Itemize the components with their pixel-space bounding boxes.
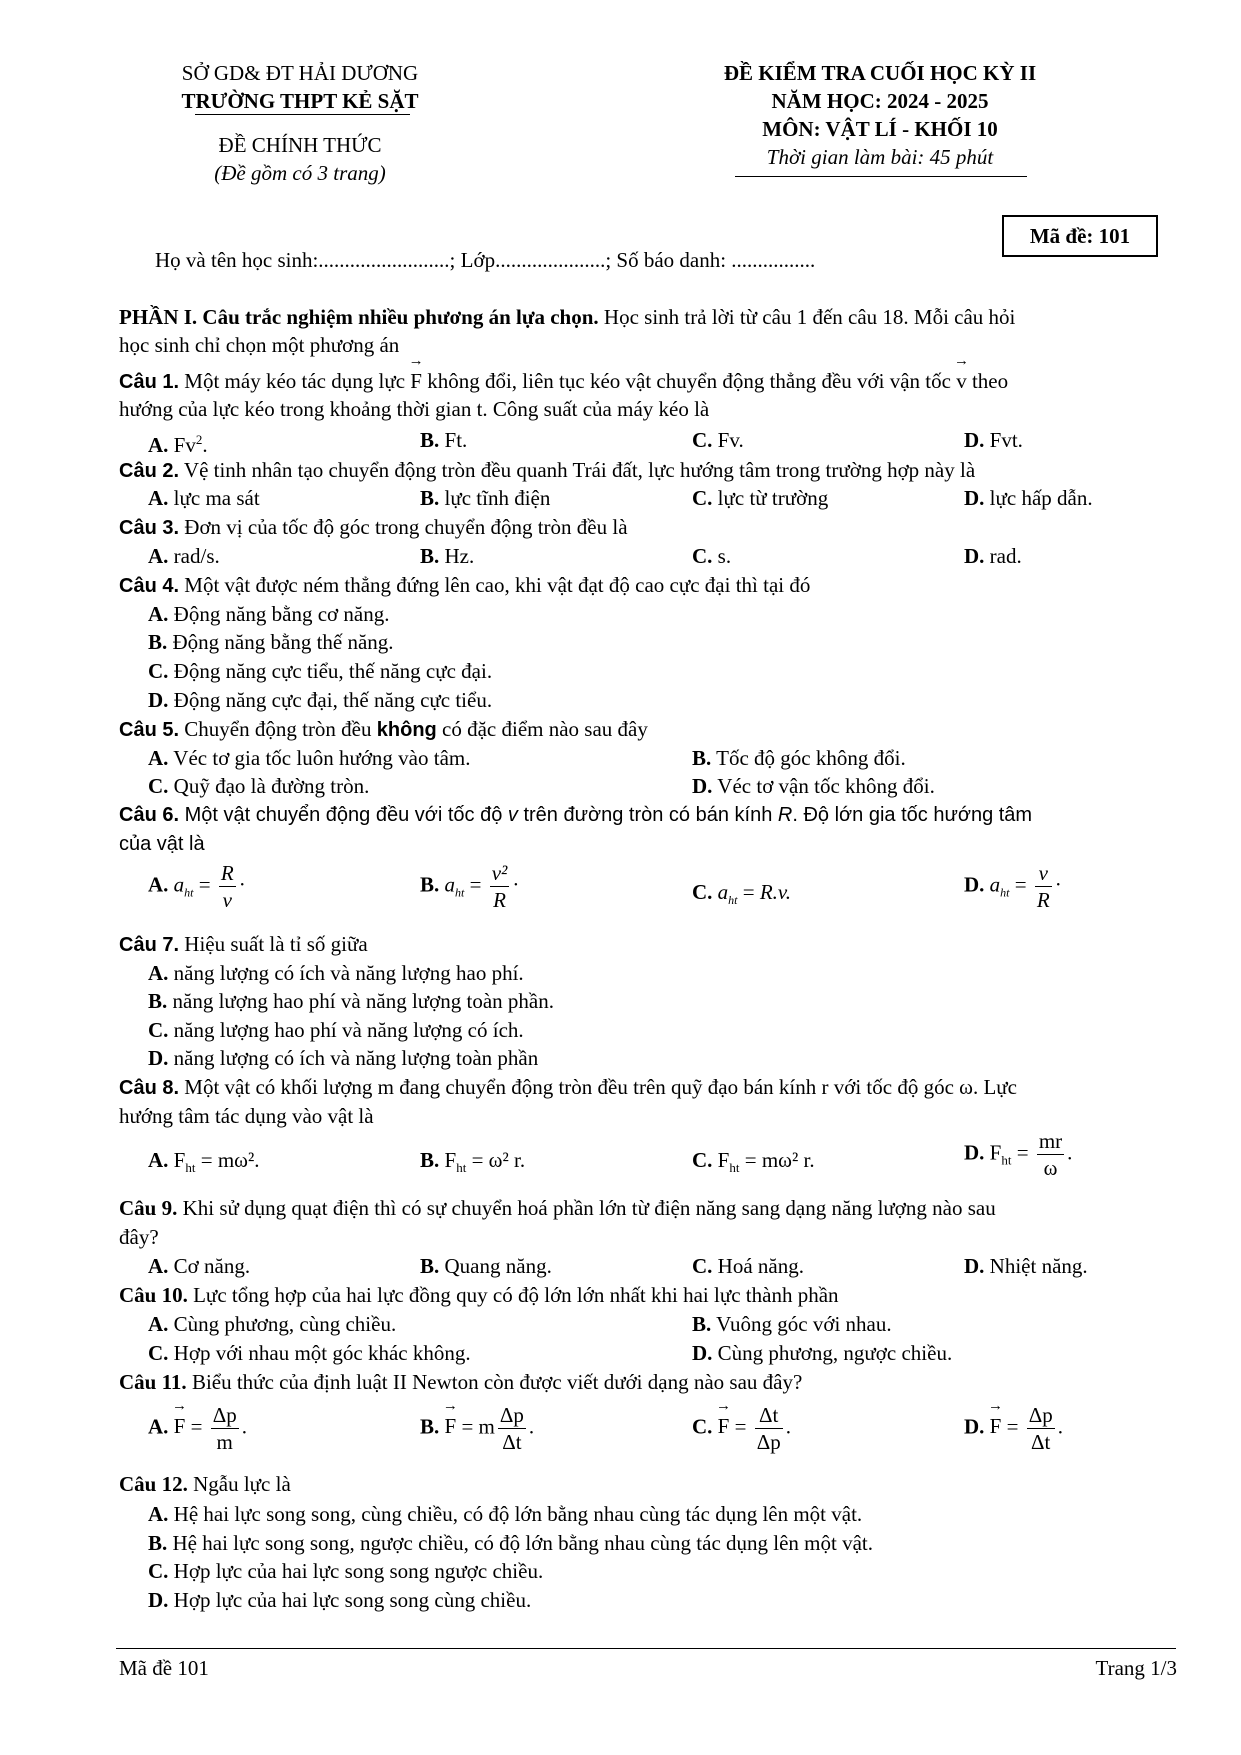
option-label: A. — [148, 872, 169, 897]
velocity-vector: → v — [956, 369, 967, 393]
option-label: A. — [148, 1312, 169, 1336]
option-label: A. — [148, 1414, 169, 1439]
option-d[interactable] — [148, 688, 492, 712]
option-text: Ft. — [444, 428, 468, 452]
option-c[interactable] — [148, 774, 369, 798]
question-label: Câu 7. — [119, 934, 180, 956]
school-year: NĂM HỌC: 2024 - 2025 — [771, 89, 989, 113]
question-label: Câu 2. — [119, 460, 180, 482]
option-a[interactable] — [148, 486, 260, 510]
formula-subscript: ht — [1000, 885, 1010, 900]
mass: m — [478, 1414, 495, 1439]
formula-rhs: mω². — [217, 1148, 260, 1172]
option-label: A. — [148, 486, 169, 510]
option-label: C. — [692, 1148, 713, 1172]
footer-rule — [116, 1648, 1176, 1649]
option-text: năng lượng hao phí và năng lượng toàn phần. — [172, 989, 555, 1013]
option-a[interactable]: A. $F_{ht} = m\omega^2$. — [148, 1148, 260, 1176]
question-label: Câu 5. — [119, 719, 180, 741]
fraction: $\frac{v}{R}$ — [1036, 861, 1050, 912]
option-label: B. — [420, 872, 440, 897]
option-text: Động năng bằng cơ năng. — [173, 602, 390, 626]
question-8-line2: hướng tâm tác dụng vào vật là — [119, 1104, 374, 1128]
option-text: Véc tơ vận tốc không đổi. — [717, 774, 935, 798]
option-d[interactable]: D. → F = $\frac{\Delta p}{\Delta t}$ . — [964, 1402, 1063, 1455]
option-text: lực từ trường — [717, 486, 829, 510]
option-label: D. — [148, 688, 169, 712]
option-label: B. — [148, 1531, 168, 1555]
option-text: Động năng cực đại, thế năng cực tiểu. — [173, 688, 493, 712]
question-label: Câu 10. — [119, 1283, 188, 1307]
question-text: Hiệu suất là tỉ số giữa — [179, 932, 368, 956]
option-d[interactable] — [148, 1588, 531, 1612]
option-label: D. — [964, 544, 985, 568]
part1-desc: Học sinh trả lời từ câu 1 đến câu 18. Mỗi câu hỏi — [598, 305, 1016, 329]
option-text: Quỹ đạo là đường tròn. — [173, 774, 370, 798]
question-label: Câu 12. — [119, 1472, 188, 1496]
option-label: B. — [420, 1148, 440, 1172]
question-text: . Độ lớn gia tốc hướng tâm — [792, 804, 1033, 826]
option-text: Vuông góc với nhau. — [716, 1312, 892, 1336]
option-label: C. — [148, 1341, 169, 1365]
option-label: A. — [148, 746, 169, 770]
option-text: Quang năng. — [444, 1254, 552, 1278]
question-9 — [119, 1196, 996, 1220]
option-d[interactable] — [148, 1046, 538, 1070]
option-text: rad/s. — [173, 544, 220, 568]
option-d[interactable] — [964, 428, 1023, 452]
exam-title: ĐỀ KIỂM TRA CUỐI HỌC KỲ II — [723, 61, 1037, 85]
option-d[interactable]: D. $a_{ht}$ = $\frac{v}{R}$ · — [964, 861, 1062, 912]
option-label: A. — [148, 961, 169, 985]
option-text: Cơ năng. — [173, 1254, 251, 1278]
option-label: D. — [148, 1046, 169, 1070]
option-text: Động năng cực tiểu, thế năng cực đại. — [173, 659, 493, 683]
formula-lhs: a — [989, 872, 1001, 897]
option-c[interactable] — [148, 659, 492, 683]
option-a[interactable] — [148, 428, 208, 457]
question-text: Khi sử dụng quạt điện thì có sự chuyển hoá phần lớn từ điện năng sang dạng năng lượng nào sau — [177, 1196, 996, 1220]
formula-lhs: a — [444, 872, 456, 897]
option-d[interactable] — [692, 774, 935, 798]
option-c[interactable] — [148, 1341, 471, 1365]
question-label: Câu 4. — [119, 575, 180, 597]
option-text: năng lượng hao phí và năng lượng có ích. — [173, 1018, 524, 1042]
option-label: C. — [692, 880, 713, 904]
option-label: D. — [964, 1414, 985, 1439]
option-text: Hệ hai lực song song, ngược chiều, có độ lớn bằng nhau cùng tác dụng lên một vật. — [172, 1531, 874, 1555]
formula-lhs: F — [444, 1148, 457, 1172]
formula-lhs: F — [173, 1148, 186, 1172]
option-text: Cùng phương, cùng chiều. — [173, 1312, 397, 1336]
option-d[interactable] — [964, 544, 1022, 568]
option-a[interactable] — [148, 602, 389, 626]
formula-subscript: ht — [1001, 1152, 1012, 1168]
option-text: rad. — [989, 544, 1022, 568]
question-2 — [119, 458, 975, 483]
question-text: trên đường tròn có bán kính — [517, 804, 778, 826]
force-vector: → F — [445, 1414, 457, 1438]
fraction: $\frac{\Delta p}{m}$ — [212, 1403, 237, 1454]
question-12 — [119, 1472, 291, 1496]
option-label: A. — [148, 602, 169, 626]
question-text: theo — [966, 369, 1009, 393]
option-text: Động năng bằng thế năng. — [172, 630, 394, 654]
option-label: A. — [148, 1254, 169, 1278]
question-1 — [119, 369, 1008, 394]
option-b[interactable] — [148, 630, 394, 654]
option-b[interactable] — [692, 746, 906, 770]
force-vector: → F — [174, 1414, 186, 1438]
option-label: B. — [420, 428, 440, 452]
option-label: A. — [148, 1502, 169, 1526]
formula-rhs: ω² r. — [488, 1148, 526, 1172]
fraction: $\frac{mr}{\omega}$ — [1038, 1129, 1063, 1180]
option-b[interactable] — [420, 544, 474, 568]
question-9-line2: đây? — [119, 1225, 159, 1249]
question-text: Một vật có khối lượng m đang chuyển động tròn đều trên quỹ đạo bán kính r với tốc độ góc ω. Lực — [179, 1075, 1018, 1099]
option-text: Hệ hai lực song song, cùng chiều, có độ lớn bằng nhau cùng tác dụng lên một vật. — [173, 1502, 863, 1526]
page-count-note: (Đề gồm có 3 trang) — [214, 161, 386, 185]
option-b[interactable]: B. $F_{ht} = \omega^2$ r. — [420, 1148, 526, 1176]
option-c[interactable] — [148, 1018, 524, 1042]
emphasis: không — [376, 719, 437, 741]
formula-subscript: ht — [728, 893, 738, 908]
question-label: Câu 1. — [119, 371, 180, 393]
option-b[interactable] — [148, 989, 554, 1013]
option-label: B. — [148, 989, 168, 1013]
part1-desc-line2: học sinh chỉ chọn một phương án — [119, 333, 400, 357]
option-label: A. — [148, 544, 169, 568]
option-text: Fvt. — [989, 428, 1023, 452]
part1-heading — [119, 305, 1015, 329]
option-text: Hz. — [444, 544, 475, 568]
option-b[interactable] — [420, 486, 550, 510]
variable: v — [507, 804, 518, 826]
option-c[interactable]: C. $F_{ht} = m\omega^2$ r. — [692, 1148, 815, 1176]
option-label: C. — [692, 428, 713, 452]
student-info-line: Họ và tên học sinh:.........................; Lớp.....................; Số báo danh: ................ — [155, 248, 816, 272]
question-label: Câu 6. — [119, 804, 180, 826]
option-text: s. — [717, 544, 732, 568]
option-c[interactable] — [692, 428, 744, 452]
option-b[interactable]: B. $a_{ht}$ = $\frac{\text{v²}}{R}$ · — [420, 861, 520, 912]
option-label: C. — [148, 1559, 169, 1583]
option-text: . — [202, 433, 208, 457]
option-text: Véc tơ gia tốc luôn hướng vào tâm. — [173, 746, 471, 770]
option-label: C. — [692, 1414, 713, 1439]
option-b[interactable] — [692, 1312, 892, 1336]
formula-subscript: ht — [184, 885, 194, 900]
option-text: năng lượng có ích và năng lượng toàn phần — [173, 1046, 539, 1070]
question-label: Câu 8. — [119, 1077, 180, 1099]
option-label: D. — [148, 1588, 169, 1612]
option-label: A. — [148, 433, 169, 457]
question-11 — [119, 1370, 802, 1394]
question-text: Một vật chuyển động đều với tốc độ — [179, 804, 508, 826]
option-label: B. — [148, 630, 168, 654]
option-text: Fv. — [717, 428, 744, 452]
formula-subscript: ht — [729, 1160, 740, 1176]
option-label: D. — [692, 1341, 713, 1365]
option-text: lực hấp dẫn. — [989, 486, 1093, 510]
option-b[interactable] — [420, 428, 467, 452]
option-c[interactable]: C. $a_{ht} = R.v$. — [692, 880, 791, 908]
option-label: B. — [420, 1414, 440, 1439]
question-text: Biểu thức của định luật II Newton còn được viết dưới dạng nào sau đây? — [186, 1370, 803, 1394]
option-label: D. — [964, 872, 985, 897]
exponent: 2 — [195, 432, 203, 447]
option-text: Hoá năng. — [717, 1254, 804, 1278]
part1-title: PHẦN I. Câu trắc nghiệm nhiều phương án lựa chọn. — [119, 305, 599, 329]
option-a[interactable] — [148, 1312, 396, 1336]
option-b[interactable] — [148, 1531, 873, 1555]
question-text: Lực tổng hợp của hai lực đồng quy có độ lớn lớn nhất khi hai lực thành phần — [187, 1283, 839, 1307]
option-text: lực tĩnh điện — [444, 486, 551, 510]
formula-rhs: R.v. — [759, 880, 791, 904]
page-number: Trang 1/3 — [1095, 1656, 1177, 1680]
fraction: $\frac{R}{v}$ — [220, 861, 234, 912]
formula-rhs: mω² r. — [761, 1148, 815, 1172]
question-6 — [119, 803, 1032, 827]
option-text: Cùng phương, ngược chiều. — [717, 1341, 953, 1365]
option-label: B. — [692, 746, 712, 770]
option-text: Tốc độ góc không đổi. — [716, 746, 906, 770]
force-vector: → F — [410, 369, 422, 393]
time-limit: Thời gian làm bài: 45 phút — [766, 145, 994, 169]
formula-lhs: a — [173, 872, 185, 897]
option-label: B. — [420, 486, 440, 510]
option-c[interactable]: C. → F = $\frac{\Delta t}{\Delta p}$ . — [692, 1402, 791, 1455]
option-label: B. — [420, 1254, 440, 1278]
formula-lhs: a — [717, 880, 729, 904]
option-text: Hợp với nhau một góc khác không. — [173, 1341, 471, 1365]
option-d[interactable] — [692, 1341, 952, 1365]
option-label: C. — [692, 486, 713, 510]
option-label: B. — [692, 1312, 712, 1336]
option-a[interactable] — [148, 544, 220, 568]
option-text: lực ma sát — [173, 486, 260, 510]
official-label: ĐỀ CHÍNH THỨC — [218, 133, 382, 157]
fraction: $\frac{\text{v²}}{R}$ — [491, 861, 508, 912]
option-d[interactable] — [964, 486, 1093, 510]
option-text: Hợp lực của hai lực song song cùng chiều. — [173, 1588, 532, 1612]
option-d[interactable] — [964, 1254, 1088, 1278]
option-a[interactable]: A. → F = $\frac{\Delta p}{m}$ . — [148, 1402, 247, 1455]
formula-subscript: ht — [456, 1160, 467, 1176]
option-label: C. — [148, 774, 169, 798]
option-text: năng lượng có ích và năng lượng hao phí. — [173, 961, 524, 985]
option-text: Hợp lực của hai lực song song ngược chiều. — [173, 1559, 544, 1583]
question-text: Chuyển động tròn đều — [179, 717, 377, 741]
force-vector: → F — [718, 1414, 730, 1438]
option-label: C. — [148, 1018, 169, 1042]
option-label: D. — [964, 1254, 985, 1278]
question-8 — [119, 1075, 1017, 1100]
department-name: SỞ GD& ĐT HẢI DƯƠNG — [181, 61, 419, 85]
school-name: TRƯỜNG THPT KẺ SẶT — [181, 89, 419, 113]
question-label: Câu 9. — [119, 1196, 178, 1220]
time-underline — [735, 176, 1027, 177]
question-3 — [119, 515, 628, 540]
footer-exam-code: Mã đề 101 — [119, 1656, 209, 1680]
question-label: Câu 11. — [119, 1370, 187, 1394]
option-a[interactable] — [148, 746, 471, 770]
question-label: Câu 3. — [119, 517, 180, 539]
option-a[interactable]: A. $a_{ht}$ = $\frac{R}{v}$ · — [148, 861, 246, 912]
option-b[interactable]: B. → F = m $\frac{\Delta p}{\Delta t}$ . — [420, 1402, 534, 1455]
option-label: C. — [692, 1254, 713, 1278]
question-text: có đặc điểm nào sau đây — [436, 717, 648, 741]
question-text: không đổi, liên tục kéo vật chuyển động thẳng đều với vận tốc — [421, 369, 957, 393]
formula-lhs: F — [989, 1140, 1002, 1165]
question-4 — [119, 573, 810, 598]
question-text: Ngẫu lực là — [187, 1472, 291, 1496]
formula-subscript: ht — [185, 1160, 196, 1176]
option-c[interactable] — [692, 544, 731, 568]
variable: R — [777, 804, 793, 826]
question-5 — [119, 717, 648, 742]
option-label: D. — [964, 486, 985, 510]
option-c[interactable] — [692, 1254, 804, 1278]
question-text: Một vật được ném thẳng đứng lên cao, khi vật đạt độ cao cực đại thì tại đó — [179, 573, 811, 597]
option-d[interactable]: D. $F_{ht}$ = $\frac{mr}{\omega}$ . — [964, 1129, 1073, 1180]
question-7 — [119, 932, 368, 957]
option-c[interactable] — [692, 486, 828, 510]
question-text: Đơn vị của tốc độ góc trong chuyển động tròn đều là — [179, 515, 628, 539]
option-label: D. — [964, 428, 985, 452]
option-a[interactable] — [148, 1254, 250, 1278]
option-text: Nhiệt năng. — [989, 1254, 1088, 1278]
option-label: A. — [148, 1148, 169, 1172]
option-label: D. — [692, 774, 713, 798]
exam-code-box: Mã đề: 101 — [1002, 215, 1158, 257]
option-label: D. — [964, 1140, 985, 1165]
school-underline — [195, 114, 410, 115]
option-b[interactable] — [420, 1254, 552, 1278]
question-1-line2: hướng của lực kéo trong khoảng thời gian t. Công suất của máy kéo là — [119, 397, 710, 421]
option-label: C. — [692, 544, 713, 568]
question-text: Một máy kéo tác dụng lực — [179, 369, 411, 393]
fraction: $\frac{\Delta p}{\Delta t}$ — [1028, 1403, 1053, 1454]
fraction: $\frac{\Delta t}{\Delta p}$ — [756, 1403, 781, 1454]
fraction: $\frac{\Delta p}{\Delta t}$ — [499, 1403, 524, 1454]
option-a[interactable] — [148, 1502, 862, 1526]
option-a[interactable] — [148, 961, 524, 985]
option-c[interactable] — [148, 1559, 543, 1583]
option-label: C. — [148, 659, 169, 683]
option-text: Fv — [173, 433, 196, 457]
option-label: B. — [420, 544, 440, 568]
subject: MÔN: VẬT LÍ - KHỐI 10 — [762, 117, 998, 141]
question-6-line2: của vật là — [119, 833, 205, 855]
question-10 — [119, 1283, 839, 1307]
formula-subscript: ht — [455, 885, 465, 900]
formula-lhs: F — [717, 1148, 730, 1172]
force-vector: → F — [990, 1414, 1002, 1438]
question-text: Vệ tinh nhân tạo chuyển động tròn đều quanh Trái đất, lực hướng tâm trong trường hợp này là — [179, 458, 976, 482]
